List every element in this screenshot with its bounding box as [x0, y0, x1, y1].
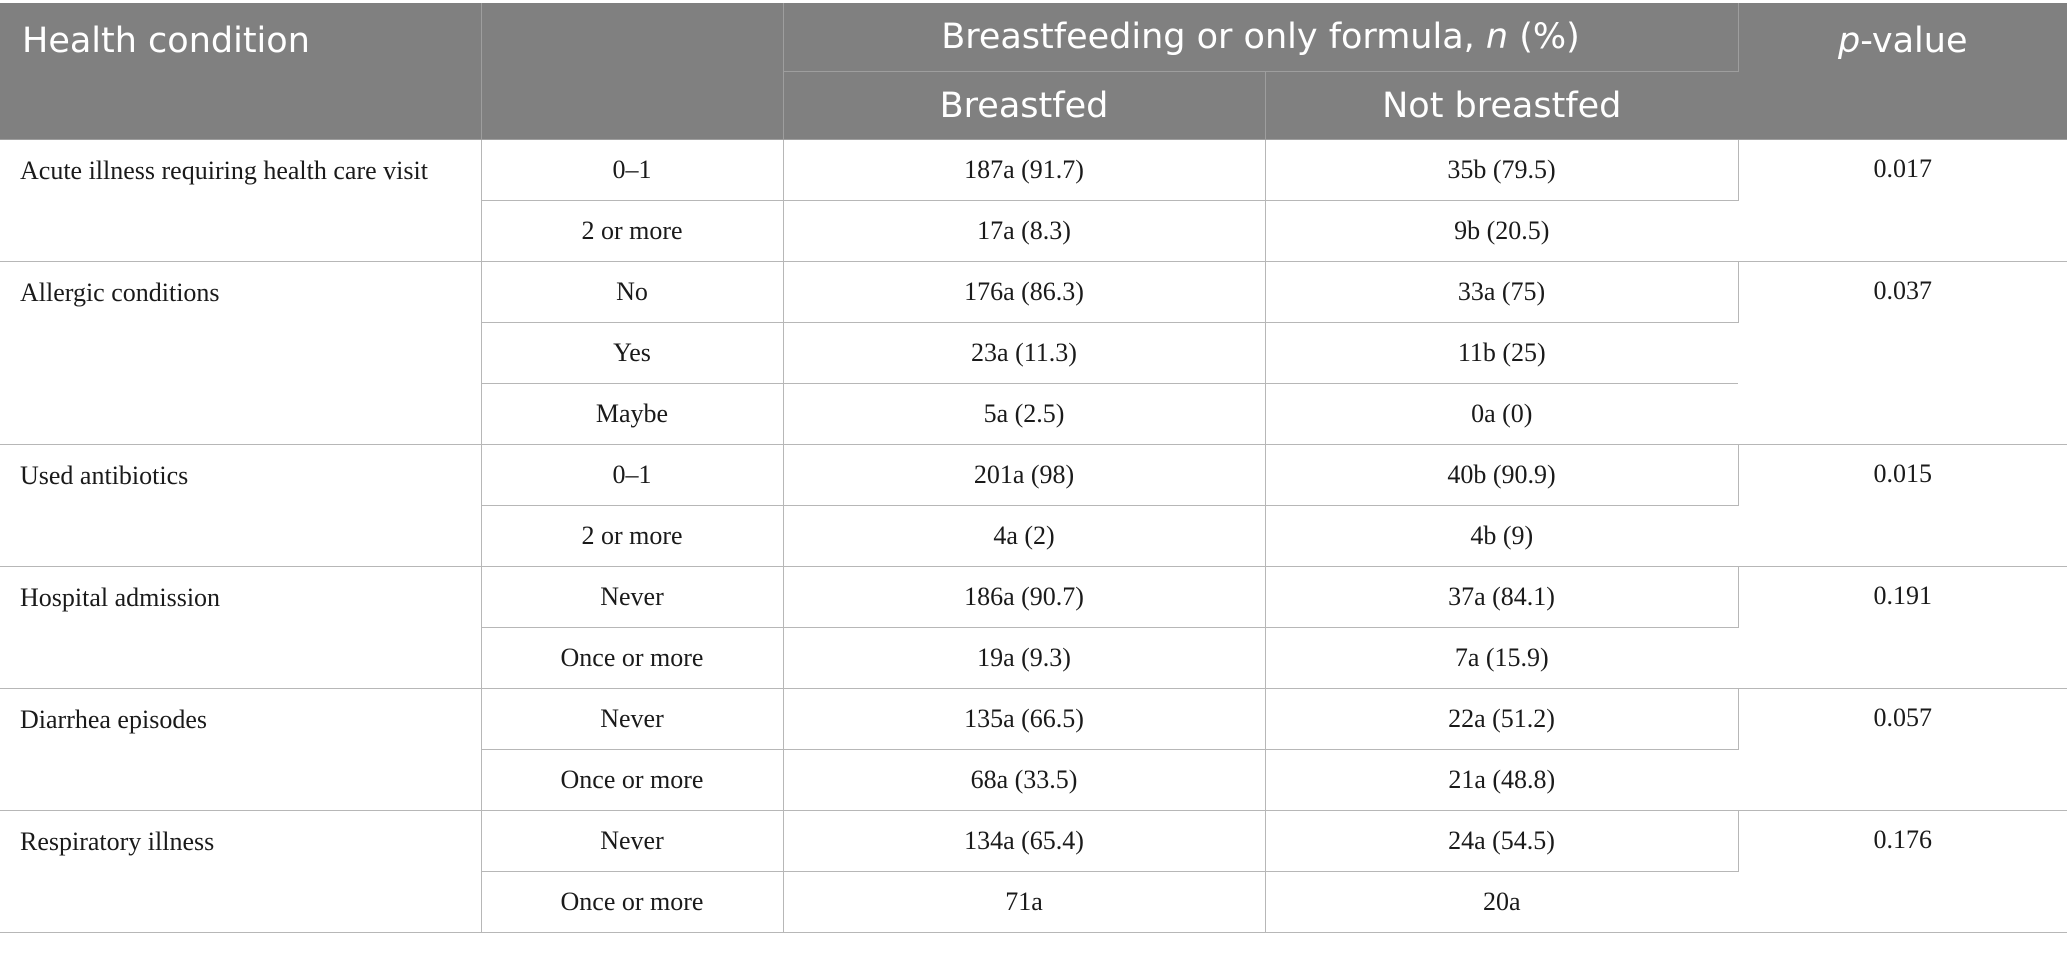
table-row [0, 140, 2067, 201]
not-breastfed-cell: 20a [1265, 872, 1738, 933]
level-cell: Maybe [481, 384, 783, 445]
level-cell: 2 or more [481, 506, 783, 567]
header-group-suffix: (%) [1508, 17, 1580, 57]
header-p-value [1738, 3, 2067, 140]
not-breastfed-cell: 11b (25) [1265, 323, 1738, 384]
p-value-cell: 0.015 [1738, 445, 2067, 567]
not-breastfed-cell: 21a (48.8) [1265, 750, 1738, 811]
header-health-condition: Health condition [0, 3, 481, 140]
not-breastfed-cell: 0a (0) [1265, 384, 1738, 445]
not-breastfed-cell: 35b (79.5) [1265, 140, 1738, 201]
table-body [0, 140, 2067, 933]
breastfed-cell: 135a (66.5) [783, 689, 1265, 750]
breastfed-cell: 201a (98) [783, 445, 1265, 506]
p-value-cell: 0.191 [1738, 567, 2067, 689]
p-value-cell: 0.176 [1738, 811, 2067, 933]
p-value-cell: 0.037 [1738, 262, 2067, 445]
p-value-cell: 0.057 [1738, 689, 2067, 811]
header-group-prefix: Breastfeeding or only formula, [941, 17, 1486, 57]
not-breastfed-cell: 33a (75) [1265, 262, 1738, 323]
level-cell: Never [481, 811, 783, 872]
not-breastfed-cell: 9b (20.5) [1265, 201, 1738, 262]
breastfed-cell: 176a (86.3) [783, 262, 1265, 323]
level-cell: Yes [481, 323, 783, 384]
condition-cell: Diarrhea episodes [0, 689, 481, 811]
level-cell: 0–1 [481, 445, 783, 506]
breastfed-cell: 5a (2.5) [783, 384, 1265, 445]
header-p-suffix: -value [1860, 21, 1968, 61]
condition-cell: Used antibiotics [0, 445, 481, 567]
header-not-breastfed: Not breastfed [1265, 72, 1738, 140]
not-breastfed-cell: 22a (51.2) [1265, 689, 1738, 750]
condition-cell: Acute illness requiring health care visit [0, 140, 481, 262]
table-header [0, 3, 2067, 140]
table-row [0, 689, 2067, 750]
breastfed-cell: 68a (33.5) [783, 750, 1265, 811]
breastfed-cell: 23a (11.3) [783, 323, 1265, 384]
breastfed-cell: 19a (9.3) [783, 628, 1265, 689]
table-row [0, 811, 2067, 872]
not-breastfed-cell: 7a (15.9) [1265, 628, 1738, 689]
not-breastfed-cell: 4b (9) [1265, 506, 1738, 567]
breastfed-cell: 17a (8.3) [783, 201, 1265, 262]
not-breastfed-cell: 24a (54.5) [1265, 811, 1738, 872]
header-p-italic: p [1837, 21, 1861, 61]
level-cell: Once or more [481, 872, 783, 933]
table-row [0, 567, 2067, 628]
header-group-n: n [1485, 17, 1509, 57]
breastfed-cell: 71a [783, 872, 1265, 933]
condition-cell: Respiratory illness [0, 811, 481, 933]
condition-cell: Allergic conditions [0, 262, 481, 445]
level-cell: Once or more [481, 750, 783, 811]
level-cell: Never [481, 567, 783, 628]
table-row [0, 262, 2067, 323]
header-feeding-group [783, 3, 1738, 72]
health-outcomes-table [0, 3, 2067, 933]
not-breastfed-cell: 40b (90.9) [1265, 445, 1738, 506]
level-cell: 0–1 [481, 140, 783, 201]
breastfed-cell: 134a (65.4) [783, 811, 1265, 872]
header-breastfed: Breastfed [783, 72, 1265, 140]
level-cell: Once or more [481, 628, 783, 689]
level-cell: No [481, 262, 783, 323]
level-cell: Never [481, 689, 783, 750]
breastfed-cell: 4a (2) [783, 506, 1265, 567]
p-value-cell: 0.017 [1738, 140, 2067, 262]
header-level-blank [481, 3, 783, 140]
condition-cell: Hospital admission [0, 567, 481, 689]
table-row [0, 445, 2067, 506]
not-breastfed-cell: 37a (84.1) [1265, 567, 1738, 628]
breastfed-cell: 187a (91.7) [783, 140, 1265, 201]
level-cell: 2 or more [481, 201, 783, 262]
breastfed-cell: 186a (90.7) [783, 567, 1265, 628]
